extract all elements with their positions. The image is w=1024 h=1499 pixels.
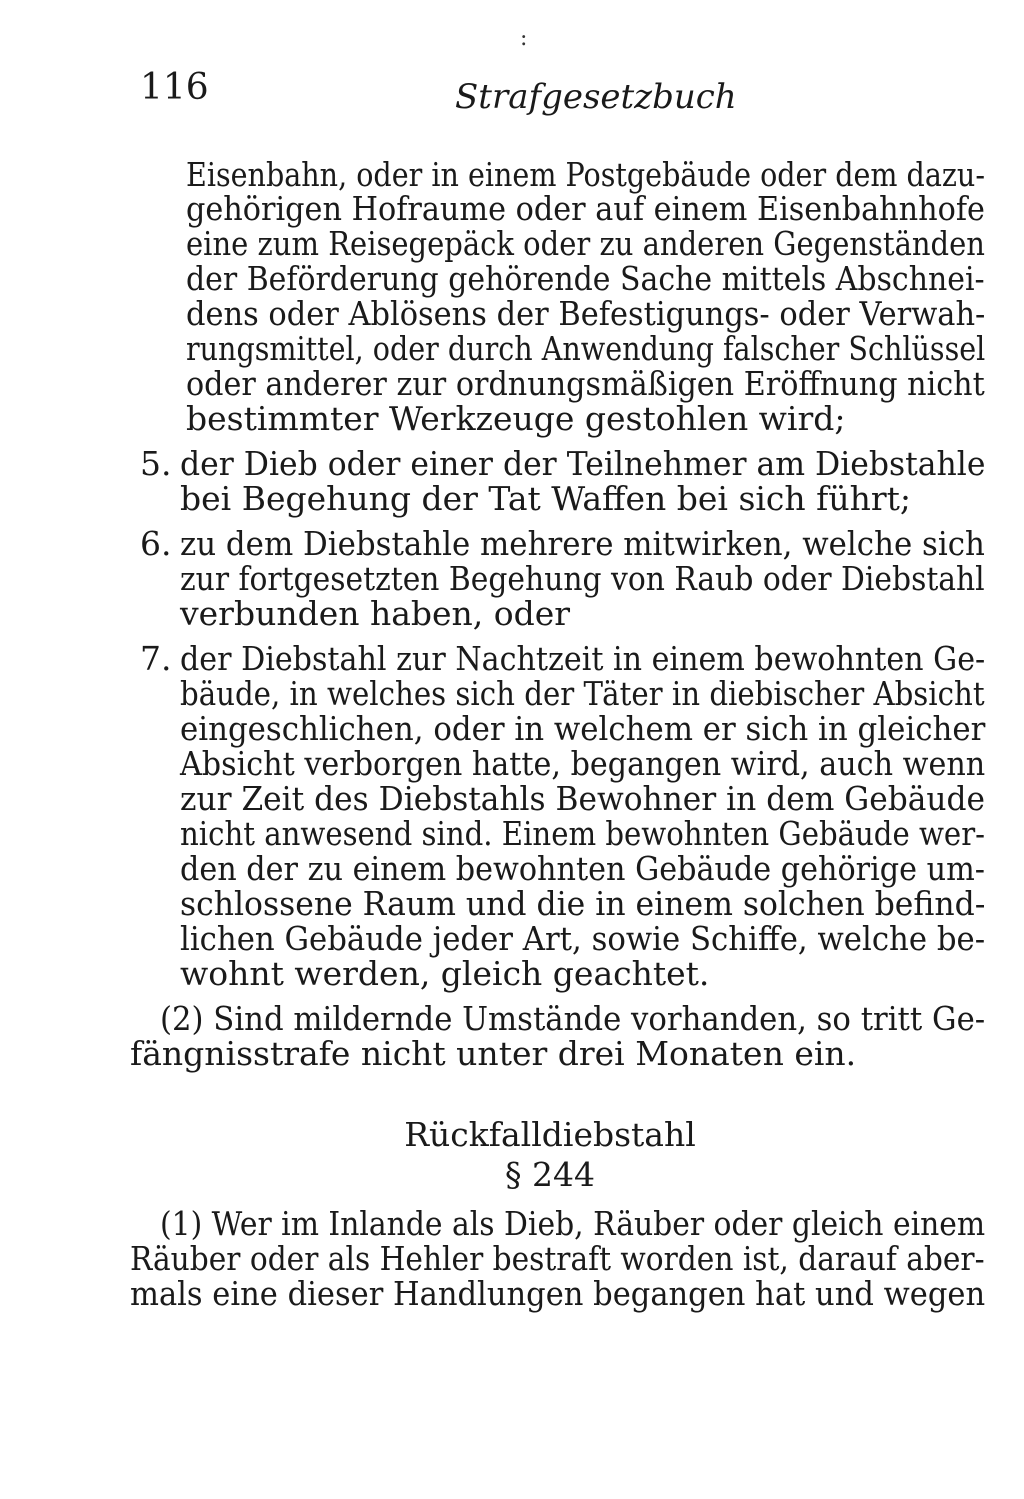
text-line: wohnt werden, gleich geachtet. — [180, 954, 710, 993]
section-number: § 244 — [505, 1155, 595, 1194]
text-line: der Beförderung gehörende Sache mittels Abschnei- — [186, 259, 985, 298]
text-line: rungsmittel, oder durch Anwendung falscher Schlüssel — [186, 329, 986, 368]
text-line: (1) Wer im Inlande als Dieb, Räuber oder gleich einem — [160, 1204, 986, 1243]
text-line: zur Zeit des Diebstahls Bewohner in dem Gebäude — [180, 779, 986, 818]
item-number: 6. — [140, 524, 172, 563]
page-number: 116 — [140, 67, 209, 108]
text-line: nicht anwesend sind. Einem bewohnten Gebäude wer- — [180, 814, 985, 853]
item-number: 5. — [140, 444, 172, 483]
text-line: der Diebstahl zur Nachtzeit in einem bewohnten Ge- — [180, 639, 986, 678]
text-line: oder anderer zur ordnungsmäßigen Eröffnung nicht — [186, 364, 985, 403]
text-line: bäude, in welches sich der Täter in diebischer Absicht — [180, 674, 985, 713]
text-line: bei Begehung der Tat Waffen bei sich führt; — [180, 479, 912, 518]
text-line: mals eine dieser Handlungen begangen hat und wegen — [130, 1274, 986, 1313]
text-line: eingeschlichen, oder in welchem er sich in gleicher — [180, 709, 986, 748]
running-head: Strafgesetzbuch — [455, 77, 737, 117]
text-line: lichen Gebäude jeder Art, sowie Schiffe, welche be- — [180, 919, 986, 958]
text-line: Absicht verborgen hatte, begangen wird, auch wenn — [180, 744, 986, 783]
item-number: 7. — [140, 639, 172, 678]
text-line: (2) Sind mildernde Umstände vorhanden, so tritt Ge- — [160, 999, 986, 1038]
top-mark: : — [520, 26, 528, 51]
section-title: Rückfalldiebstahl — [404, 1115, 696, 1154]
text-line: eine zum Reisegepäck oder zu anderen Gegenständen — [186, 224, 985, 263]
text-line: den der zu einem bewohnten Gebäude gehörige um- — [180, 849, 985, 888]
text-line: fängnisstrafe nicht unter drei Monaten ein. — [130, 1034, 857, 1073]
text-line: bestimmter Werkzeuge gestohlen wird; — [186, 399, 846, 438]
text-line: gehörigen Hofraume oder auf einem Eisenbahnhofe — [186, 189, 985, 228]
text-line: verbunden haben, oder — [180, 594, 571, 633]
text-line: dens oder Ablösens der Befestigungs- oder Verwah- — [186, 294, 986, 333]
text-line: Eisenbahn, oder in einem Postgebäude oder dem dazu- — [186, 155, 985, 194]
text-line: der Dieb oder einer der Teilnehmer am Diebstahle — [180, 444, 986, 483]
text-line: Räuber oder als Hehler bestraft worden ist, darauf aber- — [130, 1239, 985, 1278]
text-line: schlossene Raum und die in einem solchen befind- — [180, 884, 986, 923]
text-line: zur fortgesetzten Begehung von Raub oder Diebstahl — [180, 559, 985, 598]
text-line: zu dem Diebstahle mehrere mitwirken, welche sich — [180, 524, 985, 563]
